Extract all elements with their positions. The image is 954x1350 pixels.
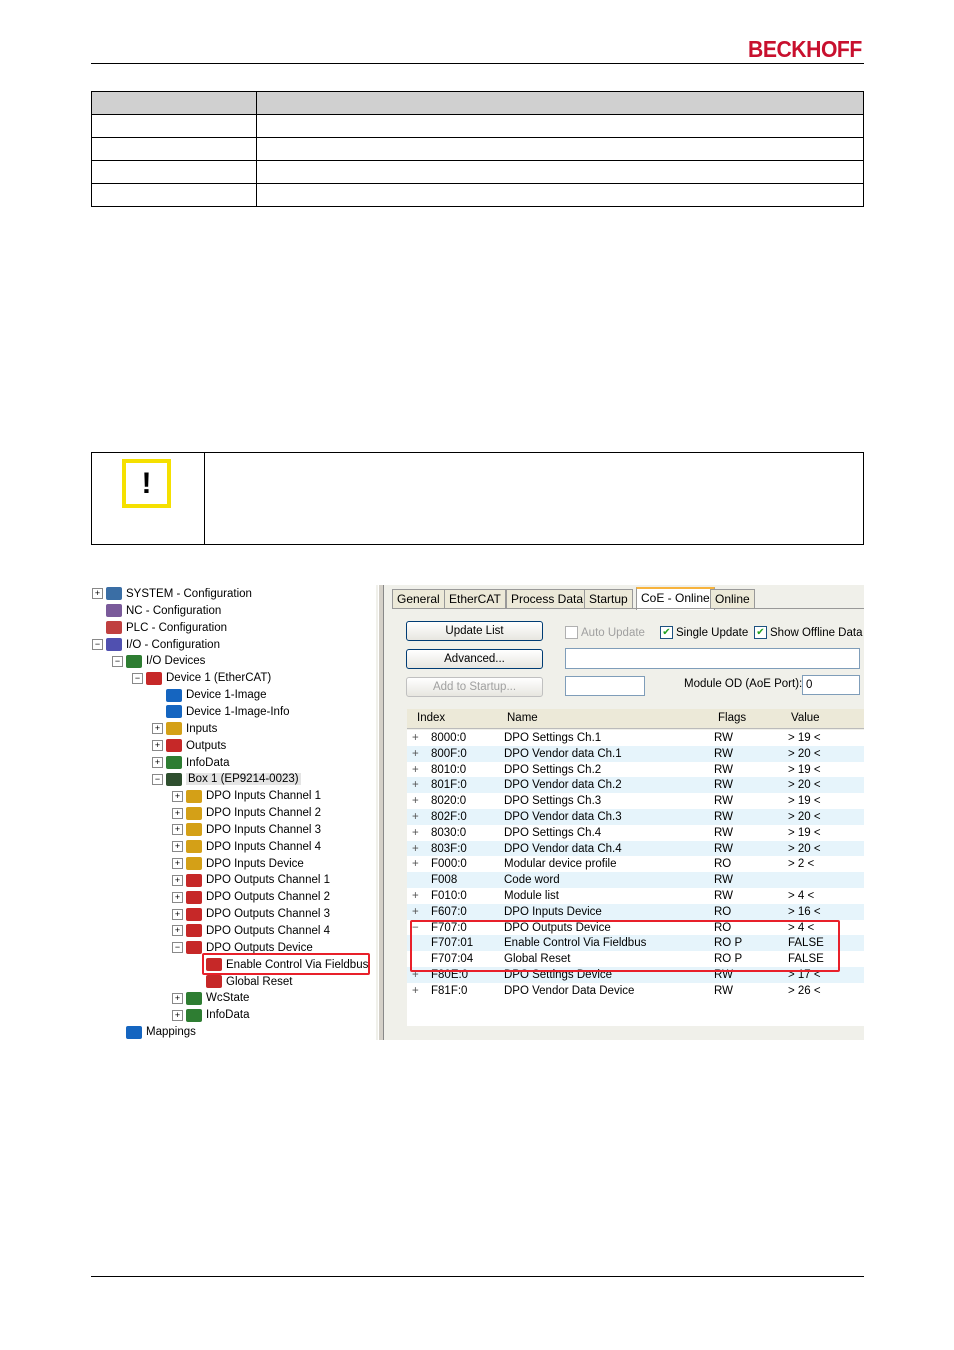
- header-rule: [91, 63, 864, 64]
- cell-value: > 2 <: [788, 858, 815, 871]
- cell-name: DPO Vendor data Ch.1: [504, 747, 622, 760]
- cell-value: > 19 <: [788, 795, 821, 808]
- expand-icon[interactable]: +: [172, 909, 183, 920]
- expand-icon[interactable]: +: [172, 875, 183, 886]
- cell-name: Global Reset: [504, 953, 571, 966]
- table-row[interactable]: [407, 809, 864, 825]
- nc-icon: [106, 604, 122, 617]
- tree-item-label: DPO Inputs Channel 4: [206, 840, 322, 853]
- table-header-row: [92, 92, 864, 115]
- table-row[interactable]: [407, 872, 864, 888]
- mappings-icon: [126, 1026, 142, 1039]
- cell-name: DPO Settings Ch.2: [504, 763, 602, 776]
- cell-index: 8010:0: [431, 763, 467, 776]
- table-row: [92, 115, 864, 138]
- cell-index: 8000:0: [431, 732, 467, 744]
- attention-note: [91, 452, 864, 545]
- tree-item-label: Global Reset: [226, 975, 293, 988]
- tree-item[interactable]: [132, 670, 271, 687]
- tree-item-label: SYSTEM - Configuration: [126, 588, 252, 600]
- panel-divider: [378, 585, 384, 1040]
- cell-flags: RO P: [714, 937, 743, 950]
- tree-item[interactable]: [112, 1024, 196, 1041]
- cell-value: > 16 <: [788, 905, 821, 918]
- tree-item[interactable]: [152, 771, 301, 788]
- infodata-icon: [186, 1009, 202, 1022]
- table-row[interactable]: [407, 983, 864, 999]
- cell-flags: RW: [714, 811, 733, 823]
- cell-flags: RO: [714, 921, 732, 934]
- tree-item[interactable]: [172, 923, 330, 940]
- tree-item-label: DPO Outputs Device: [206, 941, 313, 954]
- table-row: [92, 138, 864, 161]
- cell-name: DPO Vendor data Ch.4: [504, 842, 622, 855]
- tree-item[interactable]: [172, 805, 321, 822]
- expand-icon[interactable]: +: [412, 984, 419, 997]
- table-row[interactable]: [407, 730, 864, 746]
- tree-item-label: NC - Configuration: [126, 604, 222, 617]
- cell-value: > 17 <: [788, 969, 821, 981]
- inputs-icon: [166, 722, 182, 735]
- column-name[interactable]: Name: [507, 712, 538, 724]
- tab-process-data[interactable]: Process Data: [506, 589, 588, 608]
- parameter-table: [91, 91, 864, 207]
- cell-index: F000:0: [431, 858, 467, 871]
- cell-index: F010:0: [431, 890, 467, 902]
- cell-index: F707:04: [431, 953, 474, 966]
- expand-icon[interactable]: +: [172, 824, 183, 835]
- tree-item-label: DPO Inputs Channel 2: [206, 807, 322, 820]
- cell-flags: RW: [714, 984, 733, 997]
- cell-name: Modular device profile: [504, 858, 617, 871]
- tree-item[interactable]: [92, 620, 227, 637]
- cell-flags: RW: [714, 874, 733, 887]
- system-icon: [106, 587, 122, 600]
- cell-name: Enable Control Via Fieldbus: [504, 937, 647, 950]
- cell-value: > 20 <: [788, 747, 821, 760]
- outputs-icon: [186, 874, 202, 887]
- tree-item-label: DPO Outputs Channel 1: [206, 874, 331, 887]
- tree-item[interactable]: [172, 788, 321, 805]
- inputs-icon: [186, 857, 202, 870]
- checkmark-icon: ✔: [754, 626, 767, 639]
- cell-flags: RW: [714, 732, 733, 744]
- tab-startup[interactable]: Startup: [584, 589, 633, 608]
- tab-coe-online[interactable]: CoE - Online: [636, 587, 715, 610]
- attention-icon: !: [122, 459, 171, 508]
- expand-icon[interactable]: +: [412, 890, 419, 902]
- table-row[interactable]: [407, 793, 864, 809]
- io-icon: [106, 638, 122, 651]
- beckhoff-logo: BECKHOFF: [748, 36, 862, 62]
- update-list-button[interactable]: Update List: [406, 621, 543, 641]
- image-info-icon: [166, 705, 182, 718]
- box-icon: [166, 773, 182, 786]
- tree-item-label: Box 1 (EP9214-0023): [188, 773, 299, 786]
- cell-name: DPO Settings Ch.4: [504, 826, 602, 839]
- table-row[interactable]: [407, 841, 864, 857]
- tree-item[interactable]: [92, 586, 252, 603]
- expand-icon[interactable]: +: [412, 905, 419, 918]
- ethercat-device-icon: [146, 672, 162, 685]
- checkmark-icon: ✔: [660, 626, 673, 639]
- tab-baseline: [392, 608, 864, 609]
- inputs-icon: [186, 790, 202, 803]
- table-row: [92, 184, 864, 207]
- cell-index: 8020:0: [431, 795, 467, 808]
- inputs-icon: [186, 807, 202, 820]
- tree-item-label: InfoData: [206, 1009, 250, 1022]
- expand-icon[interactable]: +: [92, 588, 103, 599]
- io-devices-icon: [126, 655, 142, 668]
- cell-flags: RW: [714, 763, 733, 776]
- tree-item[interactable]: [172, 839, 321, 856]
- outputs-icon: [186, 891, 202, 904]
- expand-icon[interactable]: +: [412, 969, 419, 981]
- cell-index: F008: [431, 874, 458, 887]
- tree-item-label: Enable Control Via Fieldbus: [226, 958, 369, 971]
- cell-index: 8030:0: [431, 826, 467, 839]
- outputs-icon: [186, 924, 202, 937]
- highlight-tree-item: [202, 953, 370, 975]
- tree-item-label: DPO Outputs Channel 3: [206, 908, 331, 921]
- tree-item-label: Device 1-Image: [186, 689, 267, 702]
- cell-name: DPO Settings Ch.3: [504, 795, 602, 808]
- cell-value: > 19 <: [788, 732, 821, 744]
- cell-flags: RW: [714, 890, 733, 902]
- tab-general[interactable]: General: [392, 589, 445, 608]
- expand-icon[interactable]: +: [412, 732, 419, 744]
- outputs-icon: [166, 739, 182, 752]
- expand-icon[interactable]: +: [172, 791, 183, 802]
- expand-icon[interactable]: +: [412, 842, 419, 855]
- image-icon: [166, 689, 182, 702]
- expand-icon[interactable]: +: [152, 757, 163, 768]
- cell-flags: RO: [714, 858, 732, 871]
- tree-item[interactable]: [172, 822, 321, 839]
- tree-item[interactable]: [152, 755, 229, 772]
- tree-item-label: Device 1-Image-Info: [186, 705, 290, 718]
- cell-index: 803F:0: [431, 842, 467, 855]
- expand-icon[interactable]: +: [172, 925, 183, 936]
- cell-value: > 19 <: [788, 763, 821, 776]
- tree-item[interactable]: [152, 687, 267, 704]
- tree-item[interactable]: [152, 738, 226, 755]
- table-row[interactable]: [407, 888, 864, 904]
- add-to-startup-button[interactable]: Add to Startup...: [406, 677, 543, 697]
- cell-name: DPO Settings Ch.1: [504, 732, 602, 744]
- tree-item-label: InfoData: [186, 756, 230, 769]
- cell-value: > 20 <: [788, 779, 821, 792]
- tree-item[interactable]: [112, 653, 205, 670]
- table-row[interactable]: [407, 777, 864, 793]
- expand-icon[interactable]: +: [412, 858, 419, 871]
- tree-item-label: I/O - Configuration: [126, 638, 220, 651]
- expand-icon[interactable]: +: [412, 795, 419, 808]
- collapse-icon[interactable]: −: [112, 656, 123, 667]
- collapse-icon[interactable]: −: [172, 942, 183, 953]
- footer-rule: [91, 1276, 864, 1277]
- cell-value: FALSE: [788, 937, 824, 950]
- tree-item[interactable]: [192, 974, 292, 991]
- cell-flags: RW: [714, 795, 733, 808]
- cell-index: F607:0: [431, 905, 467, 918]
- cell-flags: RW: [714, 779, 733, 792]
- expand-icon[interactable]: +: [172, 1010, 183, 1021]
- expand-icon[interactable]: +: [172, 808, 183, 819]
- cell-flags: RW: [714, 969, 733, 981]
- tree-item[interactable]: [172, 990, 249, 1007]
- module-od-label: Module OD (AoE Port):: [684, 678, 803, 690]
- tree-item[interactable]: [152, 704, 290, 721]
- expand-icon[interactable]: +: [412, 826, 419, 839]
- show-offline-label: Show Offline Data: [770, 627, 863, 639]
- table-row[interactable]: [407, 762, 864, 778]
- tree-item[interactable]: [172, 1007, 249, 1024]
- cell-name: DPO Outputs Device: [504, 921, 611, 934]
- table-row[interactable]: [407, 856, 864, 872]
- cell-name: DPO Vendor Data Device: [504, 984, 635, 997]
- cell-name: DPO Inputs Device: [504, 905, 602, 918]
- table-row[interactable]: [407, 825, 864, 841]
- expand-icon[interactable]: +: [412, 811, 419, 823]
- tree-item-label: I/O Devices: [146, 655, 206, 668]
- collapse-icon[interactable]: −: [132, 673, 143, 684]
- cell-value: > 20 <: [788, 842, 821, 855]
- object-list: [407, 730, 864, 1026]
- tree-item-label: Inputs: [186, 722, 218, 735]
- tree-item-label: DPO Outputs Channel 4: [206, 925, 331, 937]
- table-row[interactable]: [407, 746, 864, 762]
- single-update-label: Single Update: [676, 627, 749, 639]
- auto-update-checkbox[interactable]: [565, 626, 645, 640]
- tree-item-label: DPO Inputs Channel 1: [206, 790, 322, 803]
- expand-icon[interactable]: +: [172, 993, 183, 1004]
- cell-value: > 4 <: [788, 890, 815, 902]
- infodata-icon: [186, 992, 202, 1005]
- tree-item[interactable]: [172, 872, 330, 889]
- single-update-checkbox[interactable]: [660, 626, 748, 640]
- list-header: [407, 709, 864, 729]
- expand-icon[interactable]: +: [152, 723, 163, 734]
- collapse-icon[interactable]: −: [412, 921, 419, 934]
- expand-icon[interactable]: +: [412, 779, 419, 792]
- auto-update-label: Auto Update: [581, 627, 645, 639]
- cell-flags: RW: [714, 747, 733, 760]
- tree-item[interactable]: [172, 856, 304, 873]
- cell-name: DPO Vendor data Ch.2: [504, 779, 622, 792]
- inputs-icon: [186, 823, 202, 836]
- cell-value: > 20 <: [788, 811, 821, 823]
- cell-value: > 19 <: [788, 826, 821, 839]
- expand-icon[interactable]: +: [412, 763, 419, 776]
- module-od-input[interactable]: 0: [802, 675, 860, 695]
- cell-name: DPO Settings Device: [504, 969, 613, 981]
- cell-index: F81F:0: [431, 984, 468, 997]
- tree-item[interactable]: [152, 721, 217, 738]
- cell-flags: RO: [714, 905, 732, 918]
- tree-item-label: WcState: [206, 992, 250, 1005]
- cell-index: 801F:0: [431, 779, 467, 792]
- tab-ethercat[interactable]: EtherCAT: [444, 589, 506, 608]
- cell-name: Code word: [504, 874, 560, 887]
- startup-field[interactable]: [565, 676, 645, 696]
- cell-index: 802F:0: [431, 811, 467, 823]
- collapse-icon[interactable]: −: [152, 774, 163, 785]
- inputs-icon: [186, 840, 202, 853]
- tree-item[interactable]: [172, 889, 330, 906]
- output-var-icon: [206, 975, 222, 988]
- tab-online[interactable]: Online: [710, 589, 755, 608]
- collapse-icon[interactable]: −: [92, 639, 103, 650]
- cell-flags: RO P: [714, 953, 743, 966]
- cell-name: Module list: [504, 890, 559, 902]
- table-row[interactable]: [407, 904, 864, 920]
- tree-item[interactable]: [92, 637, 220, 654]
- tree-item-label: Mappings: [146, 1026, 196, 1039]
- table-row: [92, 161, 864, 184]
- tree-item-label: PLC - Configuration: [126, 621, 227, 634]
- cell-value: FALSE: [788, 953, 824, 966]
- tree-item-label: DPO Outputs Channel 2: [206, 891, 331, 904]
- outputs-icon: [186, 941, 202, 954]
- plc-icon: [106, 621, 122, 634]
- cell-value: > 4 <: [788, 921, 815, 934]
- cell-value: > 26 <: [788, 984, 821, 997]
- cell-index: F707:01: [431, 937, 474, 950]
- cell-index: F707:0: [431, 921, 467, 934]
- cell-index: F80E:0: [431, 969, 469, 981]
- show-offline-checkbox[interactable]: [754, 626, 862, 640]
- cell-flags: RW: [714, 842, 733, 855]
- cell-index: 800F:0: [431, 747, 467, 760]
- note-icon-cell: [92, 453, 205, 544]
- infodata-icon: [166, 756, 182, 769]
- column-flags[interactable]: Flags: [718, 712, 747, 724]
- tree-item-label: DPO Inputs Device: [206, 857, 304, 870]
- tree-item-label: DPO Inputs Channel 3: [206, 823, 322, 836]
- advanced-button[interactable]: Advanced...: [406, 649, 543, 669]
- outputs-icon: [186, 908, 202, 921]
- tree-item[interactable]: [92, 603, 221, 620]
- expand-icon[interactable]: +: [152, 740, 163, 751]
- expand-icon[interactable]: +: [172, 841, 183, 852]
- auto-update-box: [565, 626, 578, 639]
- column-index[interactable]: Index: [417, 712, 446, 724]
- highlight-list-rows: [410, 920, 840, 972]
- column-value[interactable]: Value: [791, 712, 820, 724]
- expand-icon[interactable]: +: [412, 747, 419, 760]
- tree-item-label: Device 1 (EtherCAT): [166, 672, 272, 685]
- tree-item[interactable]: [172, 906, 330, 923]
- status-field[interactable]: [565, 648, 860, 669]
- cell-flags: RW: [714, 826, 733, 839]
- tree-item-label: Outputs: [186, 739, 227, 752]
- cell-name: DPO Vendor data Ch.3: [504, 811, 622, 823]
- expand-icon[interactable]: +: [172, 892, 183, 903]
- expand-icon[interactable]: +: [172, 858, 183, 869]
